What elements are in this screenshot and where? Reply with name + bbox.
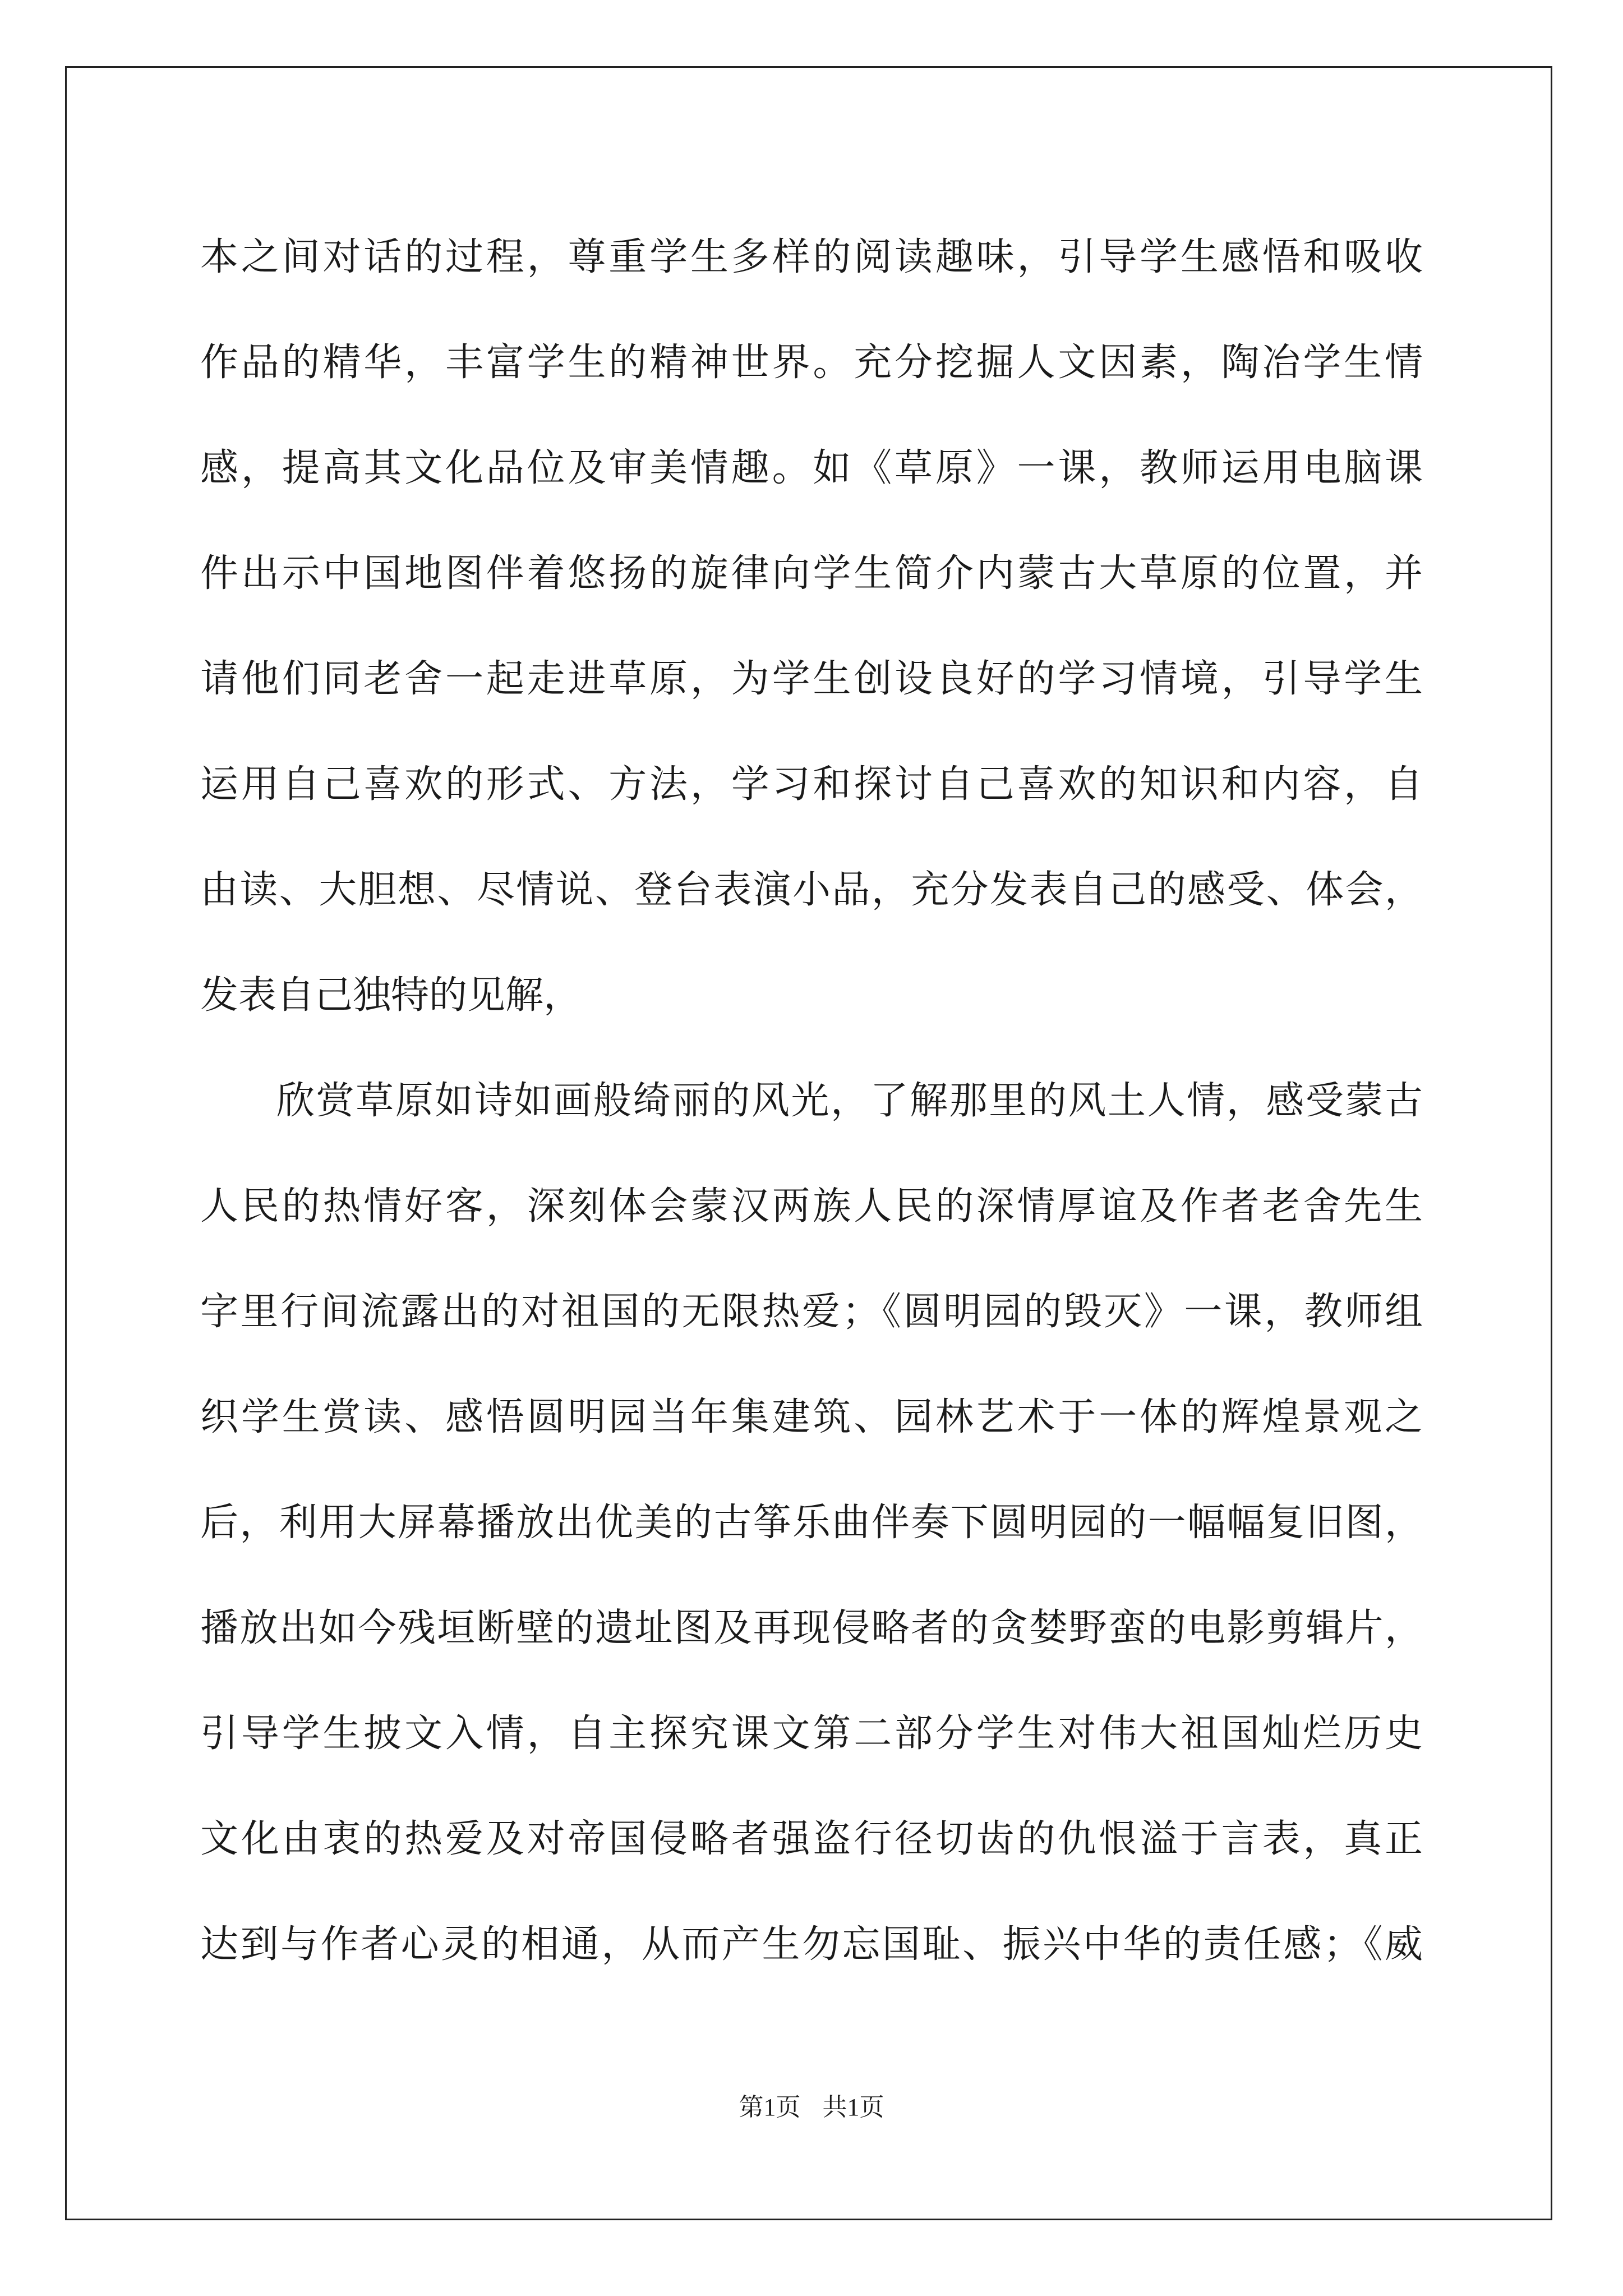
text-line: 感，提高其文化品位及审美情趣。如《草原》一课，教师运用电脑课 [200,446,1423,490]
text-line: 文化由衷的热爱及对帝国侵略者强盗行径切齿的仇恨溢于言表，真正 [200,1817,1423,1861]
text-line: 运用自己喜欢的形式、方法，学习和探讨自己喜欢的知识和内容，自 [200,762,1423,807]
page-number: 第1页 [739,2093,801,2121]
text-line: 件出示中国地图伴着悠扬的旋律向学生简介内蒙古大草原的位置，并 [200,551,1423,596]
text-line-paragraph-start: 欣赏草原如诗如画般绮丽的风光，了解那里的风土人情，感受蒙古 [276,1079,1423,1123]
body-text [200,205,1423,1998]
text-line: 字里行间流露出的对祖国的无限热爱；《圆明园的毁灭》一课，教师组 [200,1290,1423,1334]
page-total: 共1页 [822,2093,884,2121]
text-line: 后，利用大屏幕播放出优美的古筝乐曲伴奏下圆明园的一幅幅复旧图， [200,1501,1423,1545]
text-line: 引导学生披文入情，自主探究课文第二部分学生对伟大祖国灿烂历史 [200,1711,1423,1756]
text-line: 人民的热情好客，深刻体会蒙汉两族人民的深情厚谊及作者老舍先生 [200,1184,1423,1228]
text-line: 由读、大胆想、尽情说、登台表演小品，充分发表自己的感受、体会， [200,868,1423,912]
page-footer [0,2087,1623,2123]
text-line: 发表自己独特的见解， [200,973,582,1018]
text-line: 织学生赏读、感悟圆明园当年集建筑、园林艺术于一体的辉煌景观之 [200,1395,1423,1439]
text-line: 达到与作者心灵的相通，从而产生勿忘国耻、振兴中华的责任感；《威 [200,1922,1423,1967]
text-line: 请他们同老舍一起走进草原，为学生创设良好的学习情境，引导学生 [200,657,1423,701]
text-line: 作品的精华，丰富学生的精神世界。充分挖掘人文因素，陶冶学生情 [200,341,1423,385]
text-line: 本之间对话的过程，尊重学生多样的阅读趣味，引导学生感悟和吸收 [200,235,1423,279]
text-line: 播放出如今残垣断壁的遗址图及再现侵略者的贪婪野蛮的电影剪辑片， [200,1606,1423,1650]
